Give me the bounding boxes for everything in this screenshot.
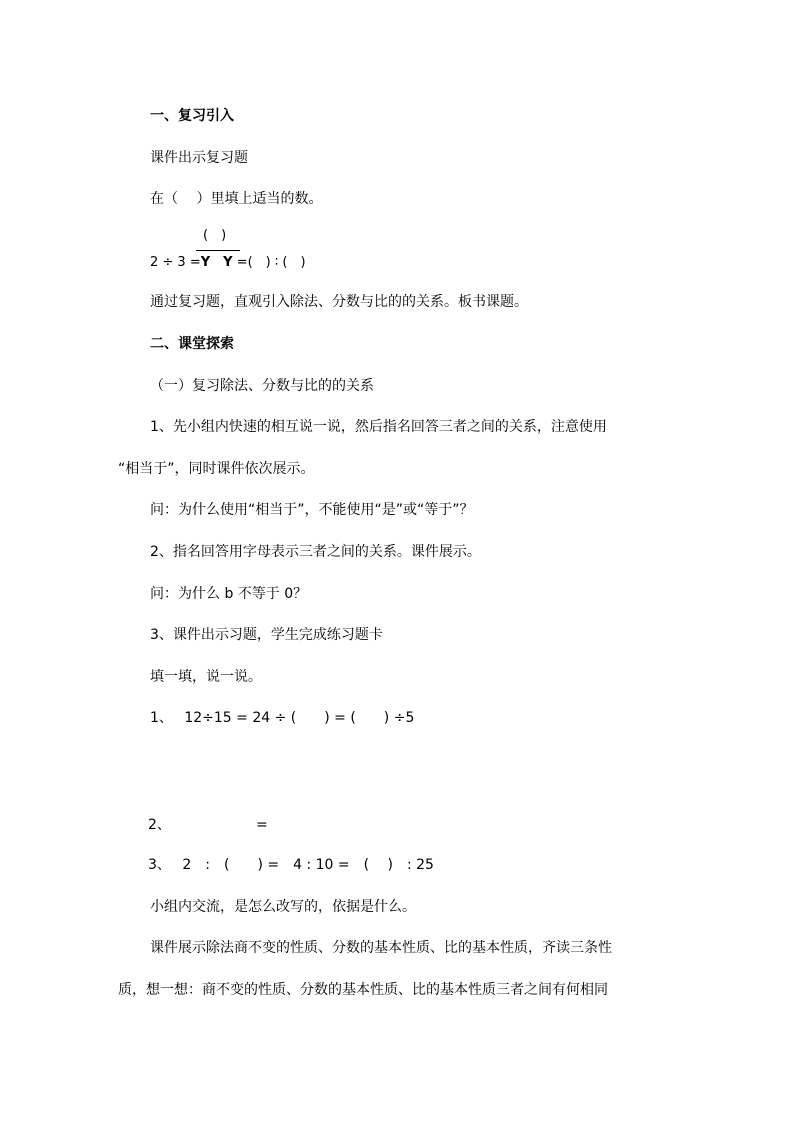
paragraph-fill-say: 填一填，说一说。 [150, 669, 262, 685]
subheading-relation: （一）复习除法、分数与比的的关系 [150, 378, 374, 394]
section-heading-explore: 二、课堂探索 [150, 336, 234, 352]
exercise-3: 3、 2 : ( ) = 4 : 10 = ( ) : 25 [148, 857, 434, 873]
paragraph-item1-line2: “相当于”，同时课件依次展示。 [118, 461, 315, 477]
section-heading-review: 一、复习引入 [150, 108, 234, 124]
equation-right: =( ) ∶ ( ) [236, 255, 306, 270]
paragraph-courseware-review: 课件出示复习题 [150, 150, 248, 166]
paragraph-intro-relation: 通过复习题，直观引入除法、分数与比的的关系。板书课题。 [150, 294, 528, 310]
equation-denominator: Y Y [200, 255, 233, 270]
paragraph-group-discussion: 小组内交流，是怎么改写的，依据是什么。 [150, 899, 416, 915]
paragraph-question1: 问：为什么使用“相当于”，不能使用“是”或“等于”？ [150, 502, 474, 518]
equation-left: 2 ÷ 3 = [150, 255, 201, 270]
fraction-numerator: ( ) [203, 228, 227, 243]
paragraph-properties-line1: 课件展示除法商不变的性质、分数的基本性质、比的基本性质，齐读三条性 [150, 940, 612, 956]
exercise-2-equals: = [256, 817, 268, 833]
fraction-bar [196, 250, 240, 251]
paragraph-question2: 问：为什么 b 不等于 0？ [150, 586, 308, 602]
review-equation [150, 254, 306, 272]
paragraph-item3: 3、课件出示习题，学生完成练习题卡 [150, 627, 383, 643]
exercise-2-number: 2、 [148, 817, 171, 833]
paragraph-properties-line2: 质，想一想：商不变的性质、分数的基本性质、比的基本性质三者之间有何相同 [118, 982, 608, 998]
paragraph-item1-line1: 1、先小组内快速的相互说一说，然后指名回答三者之间的关系，注意使用 [150, 419, 607, 435]
paragraph-item2: 2、指名回答用字母表示三者之间的关系。课件展示。 [150, 544, 481, 560]
paragraph-fill-instruction: 在（ ）里填上适当的数。 [150, 191, 323, 207]
exercise-1: 1、 12÷15 = 24 ÷ ( ) = ( ) ÷5 [150, 710, 415, 726]
